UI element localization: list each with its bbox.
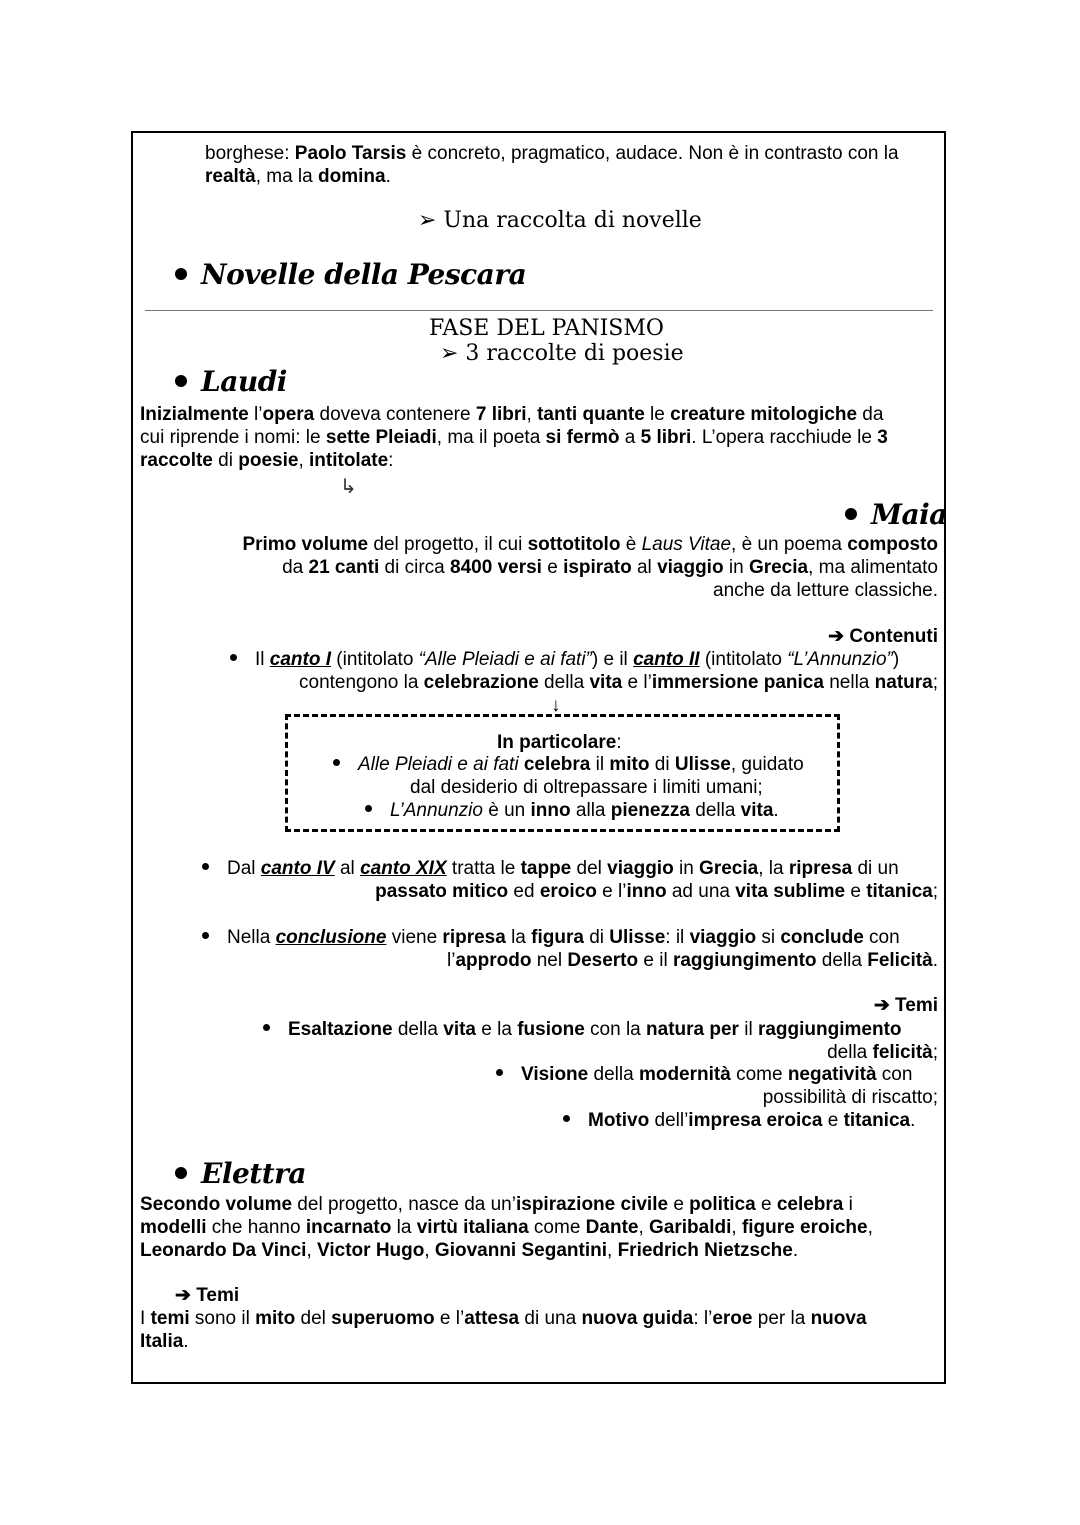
elettra-line-1: Secondo volume del progetto, nasce da un’ispirazione civile e politica e celebra i xyxy=(140,1194,853,1215)
maia-line-3: anche da letture classiche. xyxy=(713,580,938,601)
intro-line-2: realtà, ma la domina. xyxy=(205,166,391,187)
note-box-item-1: Alle Pleiadi e ai fati celebra il mito di Ulisse, guidato xyxy=(333,753,804,776)
laudi-heading: Laudi xyxy=(175,365,287,399)
bullet-icon xyxy=(202,932,209,939)
intro-line-1: borghese: Paolo Tarsis è concreto, pragmatico, audace. Non è in contrasto con la xyxy=(205,143,899,164)
elettra-temi-line-2: Italia. xyxy=(140,1331,189,1352)
bullet-icon xyxy=(496,1069,503,1076)
laudi-paragraph-line-2: cui riprende i nomi: le sette Pleiadi, ma il poeta si fermò a 5 libri. L’opera racchiude le 3 xyxy=(140,427,888,448)
maia-line-1: Primo volume del progetto, il cui sottotitolo è Laus Vitae, è un poema composto xyxy=(242,534,938,555)
maia-line-2: da 21 canti di circa 8400 versi e ispirato al viaggio in Grecia, ma alimentato xyxy=(282,557,938,578)
temi-item-1: Esaltazione della vita e la fusione con la natura per il raggiungimento xyxy=(263,1018,902,1041)
temi-heading: ➔ Temi xyxy=(873,995,938,1016)
temi-item-1-line-2: della felicità; xyxy=(827,1042,938,1063)
novelle-subheading: ➢ Una raccolta di novelle xyxy=(418,208,702,233)
bullet-icon xyxy=(175,268,187,280)
note-box-item-1-line-2: dal desiderio di oltrepassare i limiti umani; xyxy=(410,777,763,798)
contenuti-heading: ➔ Contenuti xyxy=(828,626,938,647)
bullet-icon xyxy=(175,375,187,387)
bullet-icon xyxy=(230,654,237,661)
contenuti-item-1-line-2: contengono la celebrazione della vita e l’immersione panica nella natura; xyxy=(299,672,938,693)
down-arrow-icon: ↓ xyxy=(551,695,561,716)
curved-arrow-icon: ↳ xyxy=(340,476,357,498)
contenuti-item-1: Il canto I (intitolato “Alle Pleiadi e ai fati”) e il canto II (intitolato “L’Annunzio”) xyxy=(230,648,899,671)
bullet-icon xyxy=(175,1167,187,1179)
contenuti-item-3: Nella conclusione viene ripresa la figura di Ulisse: il viaggio si conclude con xyxy=(202,926,900,949)
contenuti-item-3-line-2: l’approdo nel Deserto e il raggiungimento della Felicità. xyxy=(446,950,938,971)
bullet-icon xyxy=(202,863,209,870)
note-box-title: In particolare: xyxy=(497,732,622,753)
laudi-paragraph-line-3: raccolte di poesie, intitolate: xyxy=(140,450,394,471)
bullet-icon xyxy=(333,759,340,766)
contenuti-item-2-line-2: passato mitico ed eroico e l’inno ad una vita sublime e titanica; xyxy=(375,881,938,902)
bullet-icon xyxy=(845,508,857,520)
elettra-line-2: modelli che hanno incarnato la virtù italiana come Dante, Garibaldi, figure eroiche, xyxy=(140,1217,873,1238)
bullet-icon xyxy=(563,1115,570,1122)
elettra-line-3: Leonardo Da Vinci, Victor Hugo, Giovanni Segantini, Friedrich Nietzsche. xyxy=(140,1240,799,1261)
maia-heading: Maia xyxy=(845,498,947,532)
note-box-item-2: L’Annunzio è un inno alla pienezza della vita. xyxy=(365,799,779,822)
temi-item-2: Visione della modernità come negatività con xyxy=(496,1063,912,1086)
elettra-heading: Elettra xyxy=(175,1157,306,1191)
panismo-heading: FASE DEL PANISMO xyxy=(429,316,664,341)
elettra-temi-line-1: I temi sono il mito del superuomo e l’attesa di una nuova guida: l’eroe per la nuova xyxy=(140,1308,867,1329)
bullet-icon xyxy=(365,805,372,812)
temi-item-3: Motivo dell’impresa eroica e titanica. xyxy=(563,1109,915,1132)
temi-item-2-line-2: possibilità di riscatto; xyxy=(762,1087,938,1108)
panismo-subheading: ➢ 3 raccolte di poesie xyxy=(440,341,684,366)
elettra-temi-heading: ➔ Temi xyxy=(175,1285,240,1306)
section-divider xyxy=(145,310,933,311)
laudi-paragraph-line-1: Inizialmente l’opera doveva contenere 7 libri, tanti quante le creature mitologiche da xyxy=(140,404,884,425)
bullet-icon xyxy=(263,1024,270,1031)
contenuti-item-2: Dal canto IV al canto XIX tratta le tappe del viaggio in Grecia, la ripresa di un xyxy=(202,857,899,880)
novelle-heading: Novelle della Pescara xyxy=(175,258,526,292)
